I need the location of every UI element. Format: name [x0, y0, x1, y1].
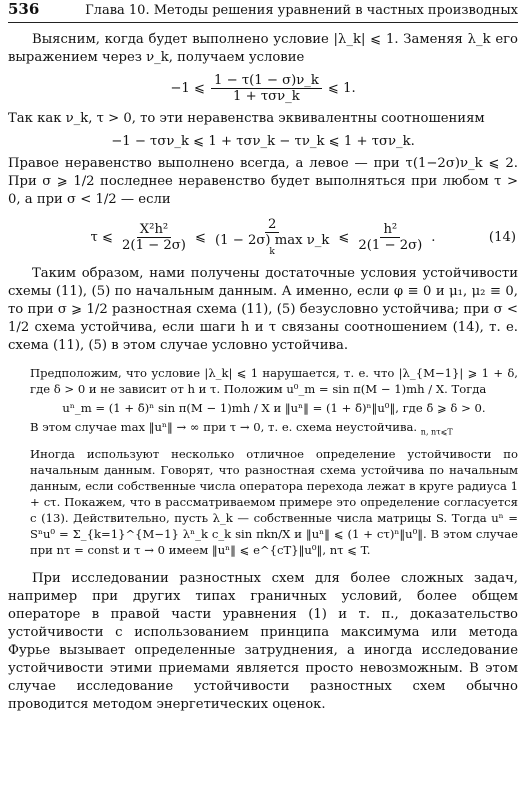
remark-paragraph-1: Предположим, что условие |λ_k| ⩽ 1 нарушается, т. е. что |λ_{M−1}| ⩾ 1 + δ, где δ > 0 и не зависит от h и τ. Положим u⁰_m = sin π(M − 1)mh / X. Тогда	[30, 366, 518, 396]
page-header	[8, 0, 518, 23]
eq1-numerator: 1 − τ(1 − σ)ν_k	[211, 73, 322, 89]
paragraph-4: Таким образом, нами получены достаточные условия устойчивости схемы (11), (5) по начальным данным. А именно, если φ ≡ 0 и μ₁, μ₂ ≡ 0, то при σ ⩾ 1/2 разностная схема (11), (5) безусловно устойчива; при σ < 1/2 схема устойчива, если шаги h и τ связаны соотношением (14), т. е. схема (11), (5) в этом случае условно устойчива.	[8, 266, 518, 353]
eq1-lhs: −1 ⩽	[170, 81, 205, 96]
eq14-frac-2-den: (1 − 2σ) max ν_k	[215, 233, 330, 248]
eq14-frac-3-num: h²	[380, 222, 400, 238]
equation-number: (14)	[488, 229, 516, 245]
eq1-denominator: 1 + τσν_k	[233, 89, 300, 104]
eq14-leq-1: ⩽	[194, 229, 207, 245]
remark-paragraph-2	[30, 419, 518, 440]
eq14-frac-1-den: 2(1 − 2σ)	[122, 237, 186, 253]
page-number: 536	[8, 0, 40, 18]
eq14-period: .	[431, 229, 436, 245]
equation-14	[8, 217, 518, 257]
eq14-frac-2	[212, 217, 332, 257]
eq14-frac-2-num: 2	[265, 217, 279, 233]
paragraph-3: Правое неравенство выполнено всегда, а левое — при τ(1−2σ)ν_k ⩽ 2. При σ ⩾ 1/2 последнее неравенство будет выполняться при любом τ > 0, а при σ < 1/2 — если	[8, 156, 518, 207]
equation-1	[8, 73, 518, 104]
equation-2	[8, 134, 518, 149]
paragraph-1: Выясним, когда будет выполнено условие |λ_k| ⩽ 1. Заменяя λ_k его выражением через ν_k, получаем условие	[8, 32, 518, 65]
eq14-frac-3	[355, 222, 425, 253]
eq14-frac-3-den: 2(1 − 2σ)	[358, 237, 423, 253]
eq14-leq-2: ⩽	[338, 229, 350, 245]
eq2-text: −1 − τσν_k ⩽ 1 + τσν_k − τν_k ⩽ 1 + τσν_k.	[111, 134, 415, 149]
eq1-fraction	[211, 73, 322, 104]
paragraph-2: Так как ν_k, τ > 0, то эти неравенства эквивалентны соотношениям	[8, 111, 485, 126]
eq14-frac-1	[119, 222, 189, 253]
remark-block	[8, 365, 518, 558]
eq14-frac-1-num: X²h²	[137, 222, 171, 238]
remark-paragraph-2-text: В этом случае max ‖uⁿ‖ → ∞ при τ → 0, т. е. схема неустойчива.	[30, 420, 418, 434]
paragraph-5: При исследовании разностных схем для более сложных задач, например при других типах граничных условий, более общем операторе в правой части уравнения (1) и т. п., доказательство устойчивости с использованием принципа максимума или метода Фурье вызывает определенные затруднения, а иногда исследование устойчивости этими приемами является просто невозможным. В этом случае исследование устойчивости разностных схем обычно проводится методом энергетических оценок.	[8, 571, 518, 713]
eq14-max-subscript: k	[269, 247, 275, 257]
remark-equation-text: uⁿ_m = (1 + δ̄)ⁿ sin π(M − 1)mh / X и ‖uⁿ‖ = (1 + δ̄)ⁿ‖u⁰‖, где δ̄ ⩾ δ > 0.	[62, 401, 486, 415]
eq1-rhs: ⩽ 1.	[327, 81, 356, 96]
eq14-lhs: τ ⩽	[90, 229, 114, 245]
remark-max-subscript: n, nτ⩽T	[420, 427, 453, 437]
running-title: Глава 10. Методы решения уравнений в частных производных	[85, 3, 518, 18]
remark-paragraph-3: Иногда используют несколько отличное определение устойчивости по начальным данным. Говорят, что разностная схема устойчива по начальным данным, если собственные числа оператора перехода лежат в круге радиуса 1 + cτ. Покажем, что в рассматриваемом примере это определение согласуется с (13). Действительно, пусть λ_k — собственные числа матрицы S. Тогда uⁿ = Sⁿu⁰ = Σ_{k=1}^{M−1} λⁿ_k c_k sin πkn/X и ‖uⁿ‖ ⩽ (1 + cτ)ⁿ‖u⁰‖. В этом случае при nτ = const и τ → 0 имеем ‖uⁿ‖ ⩽ e^{cT}‖u⁰‖, nτ ⩽ T.	[30, 447, 518, 558]
remark-equation	[30, 401, 518, 415]
